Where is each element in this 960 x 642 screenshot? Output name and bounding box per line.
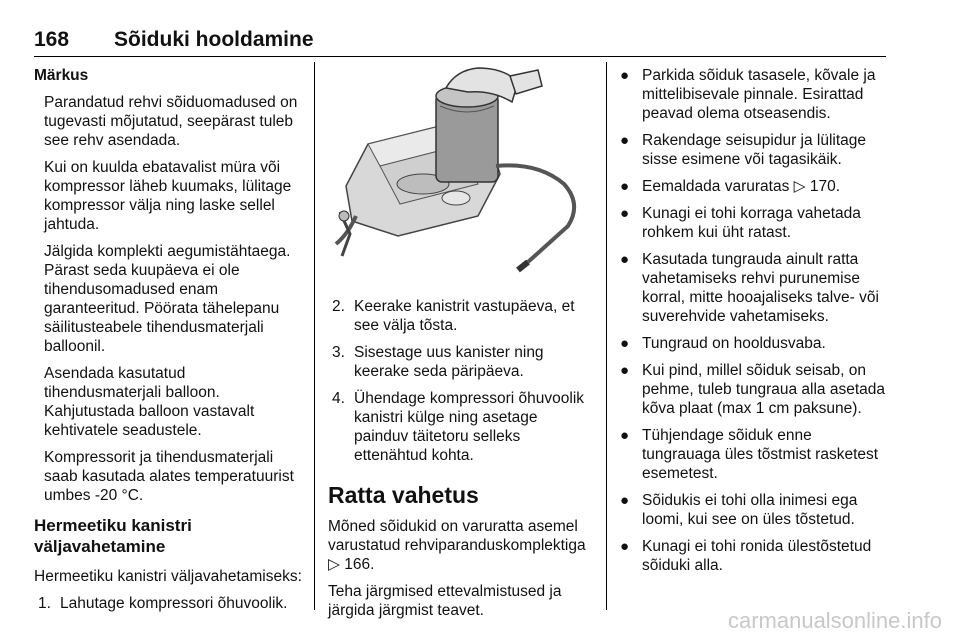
step-text: Keerake kanistrit vastupäeva, et see välja tõsta.	[354, 298, 575, 334]
step-item	[328, 343, 594, 381]
column-divider-2	[606, 62, 607, 610]
page-header	[34, 28, 886, 54]
step-number: 4.	[332, 390, 345, 407]
bullet-item	[620, 491, 886, 529]
bullet-item	[620, 131, 886, 169]
note-paragraph: Kui on kuulda ebatavalist müra või kompressor läheb kuumaks, lülitage kompressor välja ning laske sellel jahtuda.	[44, 159, 292, 233]
bullet-item	[620, 250, 886, 326]
bullet-icon: ●	[620, 205, 630, 222]
bullet-text: Kunagi ei tohi ronida ülestõstetud sõiduki alla.	[642, 538, 872, 574]
section-subheading: Hermeetiku kanistri väljavahetamine	[34, 516, 192, 556]
preparation-bullet-list	[620, 66, 886, 575]
note-paragraph: Jälgida komplekti aegumistähtaega. Pärast seda kuupäeva ei ole tihendusomadused enam garanteeritud. Pöörata tähelepanu säilitusteabele tihendusmaterjali balloonil.	[44, 243, 291, 355]
compressor-canister-illustration	[328, 66, 596, 276]
page-number: 168	[34, 28, 70, 51]
step-text: Lahutage kompressori õhuvoolik.	[60, 595, 288, 612]
bullet-icon: ●	[620, 492, 630, 509]
note-paragraph: Asendada kasutatud tihendusmaterjali balloon. Kahjutustada balloon vastavalt kehtivatele seadustele.	[44, 365, 255, 439]
bullet-text: Kunagi ei tohi korraga vahetada rohkem kui üht ratast.	[642, 205, 861, 241]
section-heading: Ratta vahetus	[328, 482, 479, 508]
column-middle	[328, 66, 594, 628]
step-item	[34, 594, 304, 613]
step-text: Ühendage kompressori õhuvoolik kanistri külge ning asetage painduv täitetoru selleks ettenähtud kohta.	[354, 390, 585, 464]
steps-list-continued	[328, 297, 594, 465]
chapter-title: Sõiduki hooldamine	[114, 28, 314, 51]
bullet-text: Kui pind, millel sõiduk seisab, on pehme, tuleb tungraua alla asetada kõva plaat (max 1 cm paksune).	[642, 362, 886, 417]
intro-text: Hermeetiku kanistri väljavahetamiseks:	[34, 568, 302, 585]
bullet-text: Parkida sõiduk tasasele, kõvale ja mittelibisevale pinnale. Esirattad peavad olema otseasendis.	[642, 67, 876, 122]
bullet-icon: ●	[620, 251, 630, 268]
header-divider	[34, 56, 886, 57]
bullet-item	[620, 204, 886, 242]
bullet-text: Eemaldada varuratas ▷ 170.	[642, 178, 841, 195]
bullet-icon: ●	[620, 178, 630, 195]
step-number: 2.	[332, 298, 345, 315]
note-paragraph: Kompressorit ja tihendusmaterjali saab kasutada alates temperatuurist umbes -20 °C.	[44, 449, 294, 504]
body-paragraph: Mõned sõidukid on varuratta asemel varustatud rehviparanduskomplektiga ▷ 166.	[328, 518, 586, 573]
bullet-item	[620, 537, 886, 575]
bullet-text: Tühjendage sõiduk enne tungrauaga üles tõstmist rasketest esemetest.	[642, 427, 879, 482]
step-number: 3.	[332, 344, 345, 361]
bullet-icon: ●	[620, 538, 630, 555]
bullet-item	[620, 426, 886, 483]
step-text: Sisestage uus kanister ning keerake seda päripäeva.	[354, 344, 544, 380]
bullet-icon: ●	[620, 427, 630, 444]
bullet-icon: ●	[620, 362, 630, 379]
step-number: 1.	[38, 595, 51, 612]
bullet-icon: ●	[620, 132, 630, 149]
watermark: carmanualsonline.info	[727, 608, 942, 633]
bullet-item	[620, 177, 886, 196]
bullet-item	[620, 334, 886, 353]
bullet-text: Kasutada tungrauda ainult ratta vahetamiseks rehvi purunemise korral, mitte hooajaliseks talve- või suverehvide vahetamiseks.	[642, 251, 879, 325]
bullet-item	[620, 66, 886, 123]
bullet-icon: ●	[620, 335, 630, 352]
column-left	[34, 66, 304, 621]
bullet-text: Sõidukis ei tohi olla inimesi ega loomi, kui see on üles tõstetud.	[642, 492, 858, 528]
column-right	[620, 66, 886, 583]
steps-list-start	[34, 594, 304, 613]
bullet-item	[620, 361, 886, 418]
body-paragraph: Teha järgmised ettevalmistused ja järgida järgmist teavet.	[328, 583, 562, 619]
bullet-icon: ●	[620, 67, 630, 84]
column-divider-1	[314, 62, 315, 610]
note-paragraph: Parandatud rehvi sõiduomadused on tugevasti mõjutatud, seepärast tuleb see rehv asendada.	[44, 94, 298, 149]
step-item	[328, 297, 594, 335]
note-title: Märkus	[34, 67, 89, 84]
step-item	[328, 389, 594, 465]
bullet-text: Rakendage seisupidur ja lülitage sisse esimene või tagasikäik.	[642, 132, 867, 168]
bullet-text: Tungraud on hooldusvaba.	[642, 335, 826, 352]
